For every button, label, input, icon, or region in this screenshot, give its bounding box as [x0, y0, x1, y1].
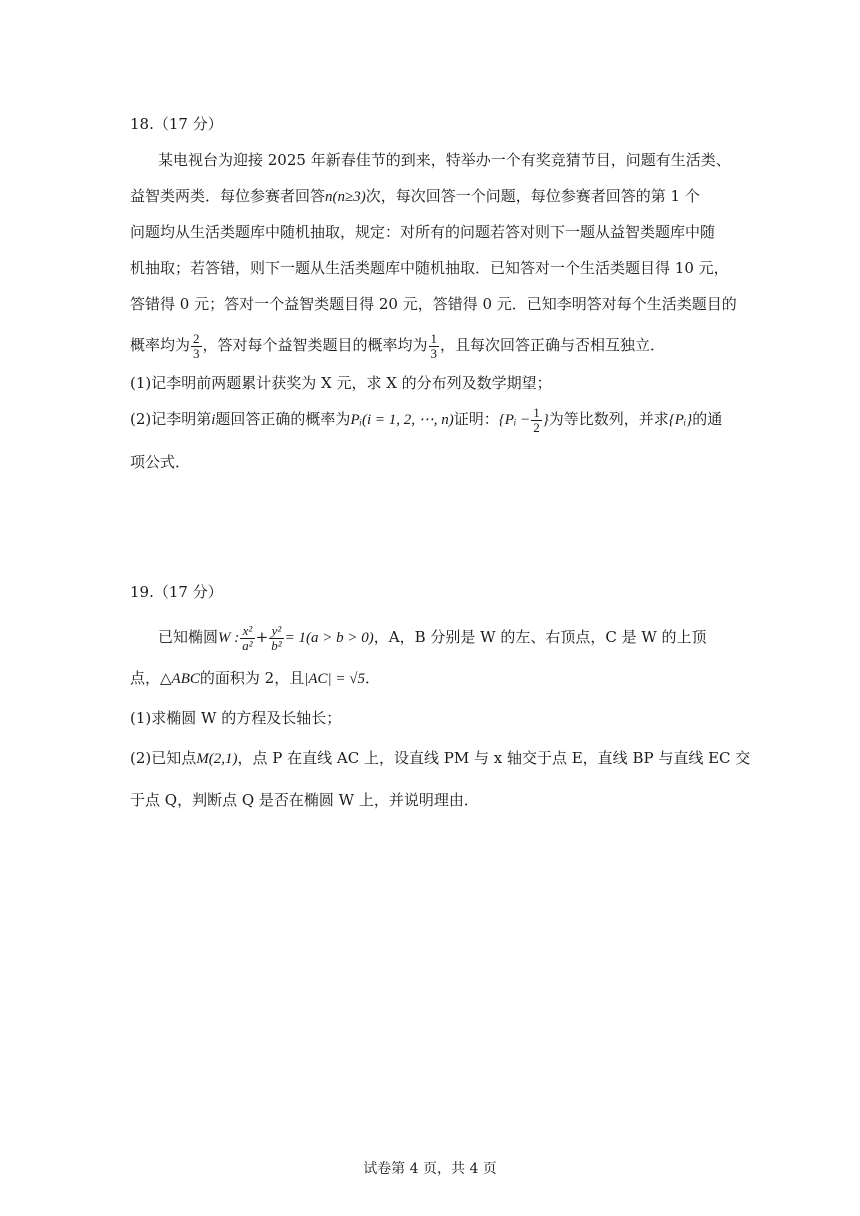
q18-part-2: (2)记李明第i题回答正确的概率为Pᵢ(i = 1, 2, ⋯, n)证明：{Pᵢ − $\frac{1}{2}$ }为等比数列，并求{Pᵢ}的通 [130, 404, 723, 435]
q18-part-2-cont: 项公式． [130, 453, 191, 471]
fraction-one-third: $\frac{1}{3}$ [430, 330, 438, 361]
q18-heading: 18.（17 分） [130, 115, 223, 133]
math-n: n(n≥3) [325, 189, 366, 205]
q18-line-6: 概率均为 $\frac{2}{3}$ ，答对每个益智类题目的概率均为 $\frac{1}{3}$ ，且每次回答正确与否相互独立． [130, 330, 666, 361]
q18-line-1: 某电视台为迎接 2025 年新春佳节的到来，特举办一个有奖竞猜节目，问题有生活类、 [158, 151, 731, 169]
q18-line-3: 问题均从生活类题库中随机抽取，规定：对所有的问题若答对则下一题从益智类题库中随 [130, 223, 716, 241]
q19-part-1: (1)求椭圆 W 的方程及长轴长； [130, 709, 342, 727]
q19-part-2-cont: 于点 Q，判断点 Q 是否在椭圆 W 上，并说明理由． [130, 791, 479, 809]
q19-heading: 19.（17 分） [130, 583, 223, 601]
fraction-x2-a2: $\frac{\text{x²}}{\text{a²}}$ [242, 622, 253, 653]
q18-line-2: 益智类两类．每位参赛者回答n(n≥3)次，每次回答一个问题，每位参赛者回答的第 1 个 [130, 187, 700, 205]
fraction-y2-b2: $\frac{\text{y²}}{\text{b²}}$ [271, 622, 282, 653]
q19-line-2: 点，△ABC的面积为 2，且|AC| = √5． [130, 669, 380, 687]
q18-line-5: 答错得 0 元；答对一个益智类题目得 20 元，答错得 0 元．已知李明答对每个生活类题目的 [130, 295, 737, 313]
fraction-one-half: $\frac{1}{2}$ [533, 404, 540, 435]
q19-part-2: (2)已知点M(2,1)，点 P 在直线 AC 上，设直线 PM 与 x 轴交于点 E，直线 BP 与直线 EC 交 [130, 749, 751, 767]
page-footer: 试卷第 4 页，共 4 页 [363, 1161, 497, 1177]
q18-part-1: (1)记李明前两题累计获奖为 X 元，求 X 的分布列及数学期望； [130, 374, 552, 392]
fraction-two-thirds: $\frac{2}{3}$ [193, 330, 200, 361]
q18-line-4: 机抽取；若答错，则下一题从生活类题库中随机抽取．已知答对一个生活类题目得 10 元， [130, 259, 729, 277]
q19-line-1: 已知椭圆W : $\frac{\text{x²}}{\text{a²}}$ + $\frac{\text{y²}}{\text{b²}}$ = 1(a > b > 0)，A，B 分别是 W 的左、右顶点，C 是 W 的上顶 [158, 622, 707, 653]
